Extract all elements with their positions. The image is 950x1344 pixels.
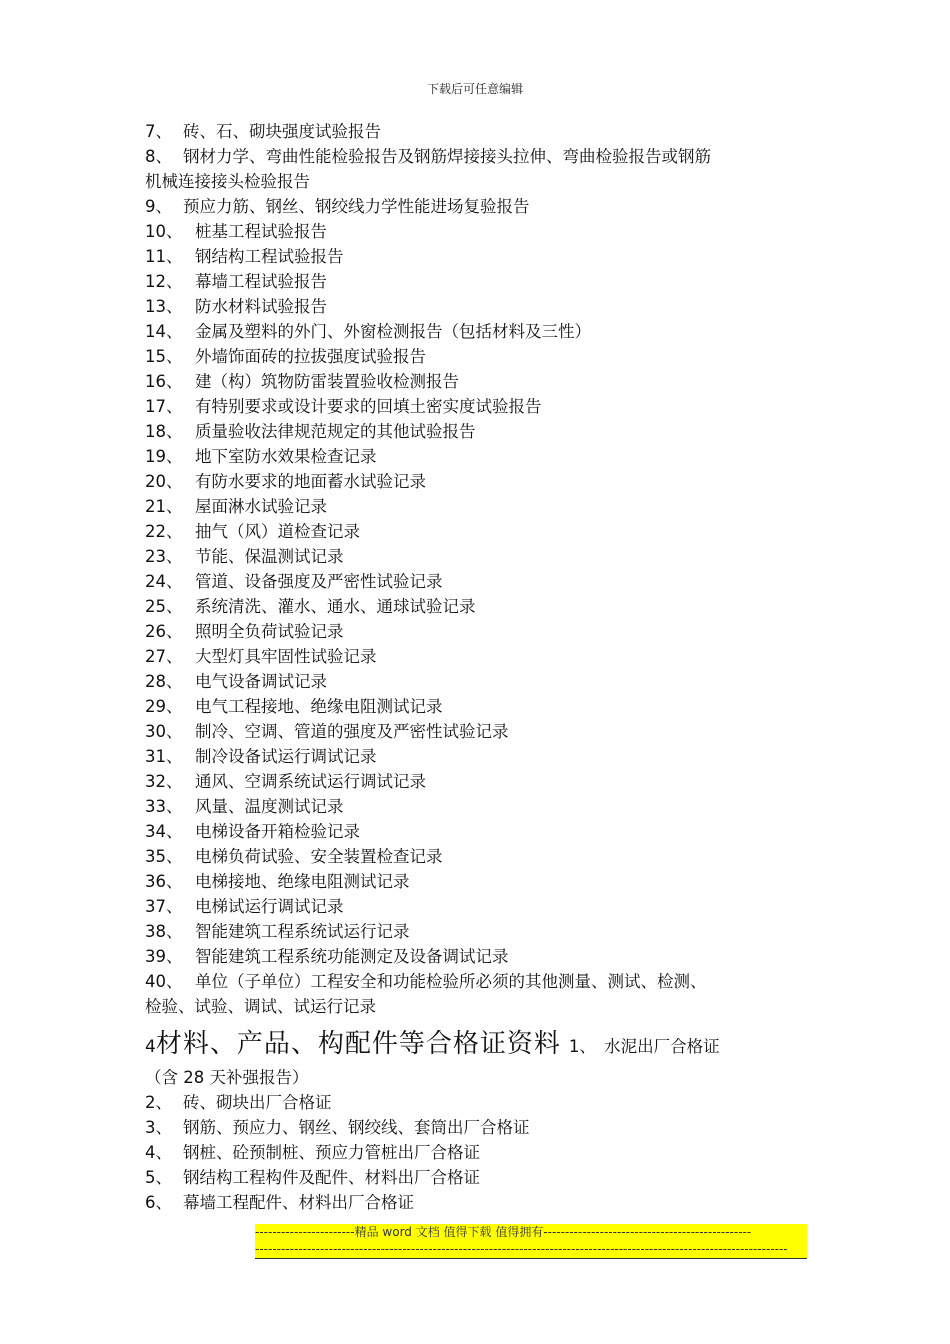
- item-number: 23、: [145, 547, 183, 566]
- item-text: 金属及塑料的外门、外窗检测报告（包括材料及三性）: [195, 322, 591, 341]
- item-text: 单位（子单位）工程安全和功能检验所必须的其他测量、测试、检测、: [195, 972, 707, 991]
- item-text: 电梯设备开箱检验记录: [195, 822, 360, 841]
- item-text: 外墙饰面砖的拉拔强度试验报告: [195, 347, 426, 366]
- list-item: [145, 544, 815, 569]
- item-text: 地下室防水效果检查记录: [195, 447, 377, 466]
- item-text: 智能建筑工程系统功能测定及设备调试记录: [195, 947, 509, 966]
- item-text: 质量验收法律规范规定的其他试验报告: [195, 422, 476, 441]
- item-number: 22、: [145, 522, 183, 541]
- list-item: [145, 394, 815, 419]
- section-first-item: 1、 水泥出厂合格证: [568, 1037, 720, 1056]
- item-text: 建（构）筑物防雷装置验收检测报告: [195, 372, 459, 391]
- item-text: 检验、试验、调试、试运行记录: [145, 997, 376, 1016]
- item-number: 29、: [145, 697, 183, 716]
- list-item: [145, 569, 815, 594]
- item-number: 36、: [145, 872, 183, 891]
- item-number: 3、: [145, 1118, 172, 1137]
- item-text: 机械连接接头检验报告: [145, 172, 310, 191]
- item-number: 8、: [145, 147, 172, 166]
- item-number: 28、: [145, 672, 183, 691]
- list-item: [145, 419, 815, 444]
- item-number: 10、: [145, 222, 183, 241]
- footer-line-2: ---------------------------------------------------------------------------------------------------------------------------: [255, 1242, 788, 1256]
- document-body: [145, 119, 815, 1215]
- list-item: [145, 619, 815, 644]
- list-item: [145, 644, 815, 669]
- item-text: 砖、石、砌块强度试验报告: [183, 122, 381, 141]
- item-number: 38、: [145, 922, 183, 941]
- page-header: 下载后可任意编辑: [426, 82, 523, 96]
- item-text: 钢结构工程构件及配件、材料出厂合格证: [183, 1168, 480, 1187]
- item-number: 13、: [145, 297, 183, 316]
- list-item: [145, 794, 815, 819]
- list-item: [145, 369, 815, 394]
- item-number: 4、: [145, 1143, 172, 1162]
- item-text: 电气工程接地、绝缘电阻测试记录: [195, 697, 443, 716]
- list-item: [145, 919, 815, 944]
- list-item: [145, 769, 815, 794]
- list-item: [145, 594, 815, 619]
- list-item: [145, 819, 815, 844]
- item-number: 5、: [145, 1168, 172, 1187]
- list-item: [145, 1090, 815, 1115]
- item-number: 32、: [145, 772, 183, 791]
- list-item: [145, 969, 815, 994]
- item-text: 桩基工程试验报告: [195, 222, 327, 241]
- list-item: [145, 719, 815, 744]
- list-item: [145, 244, 815, 269]
- list-item: [145, 1140, 815, 1165]
- section-number: 4: [145, 1037, 156, 1057]
- section-first-item-continued: （含 28 天补强报告）: [145, 1068, 309, 1087]
- test-report-list: [145, 119, 815, 1019]
- item-number: 35、: [145, 847, 183, 866]
- item-number: 25、: [145, 597, 183, 616]
- item-number: 12、: [145, 272, 183, 291]
- item-text: 风量、温度测试记录: [195, 797, 344, 816]
- item-number: 9、: [145, 197, 172, 216]
- list-item: [145, 119, 815, 144]
- item-number: 11、: [145, 247, 183, 266]
- list-item: [145, 169, 815, 194]
- list-item: [145, 694, 815, 719]
- item-number: 18、: [145, 422, 183, 441]
- item-text: 系统清洗、灌水、通水、通球试验记录: [195, 597, 476, 616]
- list-item: [145, 669, 815, 694]
- list-item: [145, 194, 815, 219]
- item-text: 管道、设备强度及严密性试验记录: [195, 572, 443, 591]
- list-item: [145, 144, 815, 169]
- item-text: 制冷设备试运行调试记录: [195, 747, 377, 766]
- item-number: 14、: [145, 322, 183, 341]
- certificate-list: [145, 1090, 815, 1215]
- list-item: [145, 219, 815, 244]
- item-number: 21、: [145, 497, 183, 516]
- item-text: 有特别要求或设计要求的回填土密实度试验报告: [195, 397, 542, 416]
- item-text: 屋面淋水试验记录: [195, 497, 327, 516]
- item-text: 大型灯具牢固性试验记录: [195, 647, 377, 666]
- item-text: 电气设备调试记录: [195, 672, 327, 691]
- item-number: 31、: [145, 747, 183, 766]
- list-item: [145, 1190, 815, 1215]
- item-number: 30、: [145, 722, 183, 741]
- item-number: 37、: [145, 897, 183, 916]
- item-text: 通风、空调系统试运行调试记录: [195, 772, 426, 791]
- item-number: 6、: [145, 1193, 172, 1212]
- section-title: 材料、产品、构配件等合格证资料: [155, 1029, 561, 1059]
- item-text: 砖、砌块出厂合格证: [183, 1093, 332, 1112]
- item-text: 钢桩、砼预制桩、预应力管桩出厂合格证: [183, 1143, 480, 1162]
- item-text: 制冷、空调、管道的强度及严密性试验记录: [195, 722, 509, 741]
- item-text: 幕墙工程试验报告: [195, 272, 327, 291]
- item-number: 20、: [145, 472, 183, 491]
- section-4-heading: [145, 1023, 815, 1065]
- list-item: [145, 1165, 815, 1190]
- item-number: 19、: [145, 447, 183, 466]
- list-item: [145, 944, 815, 969]
- item-text: 防水材料试验报告: [195, 297, 327, 316]
- list-item: [145, 344, 815, 369]
- item-text: 智能建筑工程系统试运行记录: [195, 922, 410, 941]
- item-text: 钢结构工程试验报告: [195, 247, 344, 266]
- item-text: 幕墙工程配件、材料出厂合格证: [183, 1193, 414, 1212]
- item-number: 16、: [145, 372, 183, 391]
- item-number: 33、: [145, 797, 183, 816]
- item-text: 电梯负荷试验、安全装置检查记录: [195, 847, 443, 866]
- item-text: 钢筋、预应力、钢丝、钢绞线、套筒出厂合格证: [183, 1118, 530, 1137]
- item-text: 节能、保温测试记录: [195, 547, 344, 566]
- item-number: 34、: [145, 822, 183, 841]
- item-number: 39、: [145, 947, 183, 966]
- list-item: [145, 744, 815, 769]
- list-item: [145, 869, 815, 894]
- footer-banner: [255, 1224, 807, 1259]
- item-number: 17、: [145, 397, 183, 416]
- item-text: 抽气（风）道检查记录: [195, 522, 360, 541]
- item-number: 26、: [145, 622, 183, 641]
- item-text: 电梯接地、绝缘电阻测试记录: [195, 872, 410, 891]
- item-text: 预应力筋、钢丝、钢绞线力学性能进场复验报告: [183, 197, 530, 216]
- list-item: [145, 519, 815, 544]
- list-item: [145, 844, 815, 869]
- list-item: [145, 294, 815, 319]
- list-item: [145, 319, 815, 344]
- list-item: [145, 444, 815, 469]
- item-text: 有防水要求的地面蓄水试验记录: [195, 472, 426, 491]
- item-number: 24、: [145, 572, 183, 591]
- footer-line-1: -----------------------精品 word 文档 值得下载 值得拥有------------------------------------------------: [255, 1225, 752, 1239]
- item-text: 钢材力学、弯曲性能检验报告及钢筋焊接接头拉伸、弯曲检验报告或钢筋: [183, 147, 711, 166]
- list-item: [145, 894, 815, 919]
- item-number: 27、: [145, 647, 183, 666]
- item-text: 电梯试运行调试记录: [195, 897, 344, 916]
- item-number: 40、: [145, 972, 183, 991]
- list-item: [145, 269, 815, 294]
- list-item: [145, 494, 815, 519]
- list-item: [145, 1115, 815, 1140]
- item-number: 15、: [145, 347, 183, 366]
- item-number: 7、: [145, 122, 172, 141]
- list-item: [145, 994, 815, 1019]
- list-item: [145, 469, 815, 494]
- item-number: 2、: [145, 1093, 172, 1112]
- item-text: 照明全负荷试验记录: [195, 622, 344, 641]
